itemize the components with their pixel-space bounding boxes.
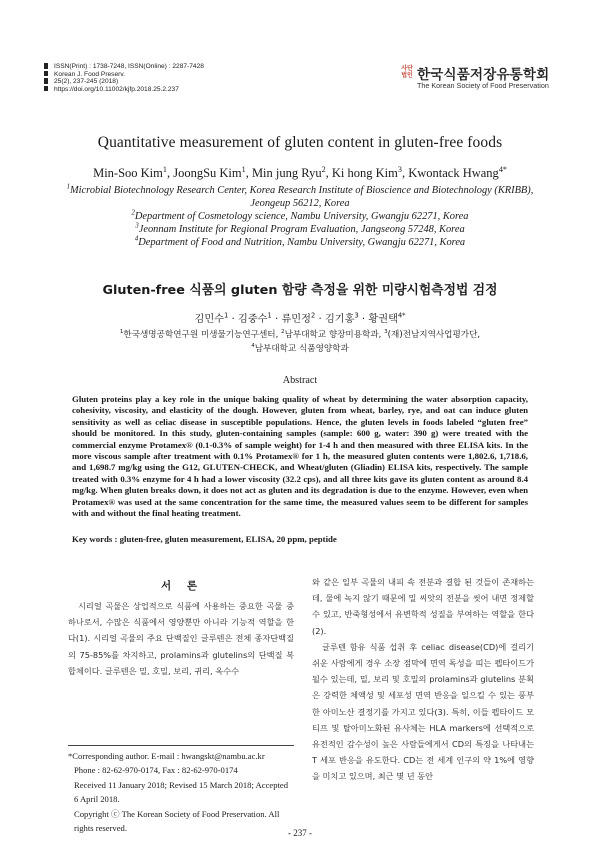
affiliation-mark: 4 — [134, 235, 139, 243]
affiliation-mark: 3 — [135, 222, 139, 230]
keywords — [72, 534, 532, 544]
abstract-heading: Abstract — [282, 375, 318, 386]
author-list: Min-Soo Kim$^1$, JoongSu Kim$^1$, Min jung Ryu$^2$, Ki hong Kim$^3$, Kwontack Hwang$^{4*}$ — [93, 164, 507, 180]
korean-author-name: 김기홍 — [324, 314, 355, 325]
author-affiliation-mark: 2 — [321, 164, 326, 174]
korean-affiliation-line — [0, 342, 600, 356]
affiliation-line — [0, 223, 600, 236]
affiliation-line — [0, 197, 600, 210]
keywords-label: Key words : — [72, 534, 118, 544]
paragraph: 글루텐 함유 식품 섭취 후 celiac disease(CD)에 걸리기 쉬운 사람에게 경우 소장 점막에 면역 독성을 띠는 펩타이드가 될수 있는데, 밀, 보리 및 호밀의 prolamins과 glutelins 분획은 강력한 체액성 및 세포성 면역 반응을 일으킬 수 있는 풍부한 아미노산 결정기를 가지고 있다(3). 특히, 이들 펩타이드 모티프 및 탈아미노화된 유사체는 HLA markers에 선택적으로 유전적인 감수성이 높은 사람들에게서 CD의 특징을 나타내는 T 세포 반응을 유도한다. CD는 전 세계 인구의 약 1%에 영향을 미치고 있으며, 최근 몇 년 동안 — [312, 641, 534, 782]
korean-affiliation-mark: 2 — [281, 329, 285, 336]
korean-author-name: 류민정 — [281, 314, 311, 325]
korean-affiliation-text: 한국생명공학연구원 미생물기능연구센터, — [123, 330, 282, 340]
affiliation-text: Jeongeup 56212, Korea — [250, 198, 350, 209]
abstract-text: Gluten proteins play a key role in the unique baking quality of wheat by determining the water absorption capacity, cohesivity, viscosity, and elasticity of the dough. However, gluten from wheat, barley, rye, and oat can induce gluten sensitivity as well as celiac disease in susceptible populations. Hence, the gluten levels in foods labeled “gluten free” should be monitored. In this study, gluten-containing samples (sample: 600 g, water: 390 g) were treated with the commercial enzyme Protamex® (0.1-0.3% of sample weight) for 1-4 h and then measured with three ELISA kits. In the more viscous sample after treatment with 0.1% Protamex® for 1 h, the measured gluten contents were 1,802.6, 1,718.6, and 1,698.7 mg/kg using the G12, GLUTEN-CHECK, and Wheat/gluten (Gliadin) ELISA kits, respectively. The sample treated with 0.3% enzyme for 4 h had a lower viscosity (32.2 cps), and all three kits gave its gluten content as around 8.4 mg/kg. When gluten breaks down, it does not act as gluten and its degradation is due to the enzyme. However, even when Protamex® was used at the same concentration for the same time, the measured values seem to be different for samples with and without the final heating treatment. — [72, 394, 528, 519]
section-heading-introduction: 서 론 — [161, 580, 203, 592]
logo-english-name: The Korean Society of Food Preservation — [417, 81, 549, 90]
affiliation-mark: 2 — [131, 209, 135, 217]
author-name: Ki hong Kim — [331, 166, 398, 180]
author-affiliation-mark: 3 — [397, 164, 402, 174]
logo-korean-name: 한국식품저장유통학회 — [417, 67, 550, 83]
korean-affiliation-text: (재)전남지역사업평가단, — [387, 330, 481, 340]
logo-emblem-text: 사단 법인 — [401, 65, 413, 79]
korean-author-list: 김민수$^1$ · 김중수$^1$ · 류민정$^2$ · 김기홍$^3$ · 황권택$^{4*}$ — [194, 311, 406, 325]
korean-affiliation-text: 남부대학교 식품영양학과 — [254, 344, 349, 354]
contact-phone-fax: Phone : 82-62-970-0174, Fax : 82-62-970-0174 — [74, 765, 238, 776]
corresponding-author: *Corresponding author. E-mail : hwangskt@nambu.ac.kr — [68, 751, 265, 761]
korean-author-mark: 1 — [224, 311, 229, 320]
copyright: Copyright ⓒ The Korean Society of Food Preservation. All rights reserved. — [74, 808, 280, 834]
paragraph: 시리얼 곡물은 상업적으로 식품에 사용하는 중요한 곡물 중 하나로서, 수많은 식품에서 영양뿐만 아니라 기능적 역할을 한다(1). 시리얼 곡물의 주요 단백질인 글루텐은 전체 종자단백질의 75-85%를 차지하고, prolamins과 glutelins의 단백질 복합체이다. 글루텐은 밀, 호밀, 보리, 귀리, 옥수수 — [68, 601, 294, 676]
author-affiliation-mark: 4* — [498, 164, 507, 174]
doi-link[interactable]: https://doi.org/10.11002/kjfp.2018.25.2.237 — [54, 85, 179, 93]
korean-author-mark: 2 — [311, 311, 316, 320]
right-column — [312, 574, 534, 785]
issn: ISSN(Print) : 1738-7248, ISSN(Online) : 2287-7428 — [54, 63, 204, 70]
affiliation-text: Department of Food and Nutrition, Nambu University, Gwangju 62271, Korea — [138, 237, 466, 248]
affiliation-line — [0, 210, 600, 223]
page-number: - 237 - — [288, 828, 312, 838]
author-name: Min-Soo Kim — [93, 166, 163, 180]
header-bar-marks — [44, 63, 49, 93]
korean-affiliation-mark: 3 — [384, 329, 388, 336]
author-affiliation-mark: 1 — [162, 164, 167, 174]
journal-meta — [54, 63, 204, 93]
paragraph: 와 같은 일부 곡물의 내피 속 전분과 결합 된 것들이 존재하는데, 물에 녹지 않기 때문에 밀 씨앗의 전분을 씻어 내면 정제할 수 있고, 반죽형성에서 유변학적 성질을 부여하는 역할을 한다(2). — [312, 577, 534, 636]
footnote — [68, 749, 294, 835]
paper-title: Quantitative measurement of gluten content in gluten-free foods — [97, 134, 503, 151]
affiliation-text: Jeonnam Institute for Regional Program Evaluation, Jangseong 57248, Korea — [138, 224, 465, 235]
left-column — [68, 598, 294, 679]
volume: 25(2), 237-245 (2018) — [54, 78, 119, 86]
korean-author-name: 김민수 — [194, 314, 225, 325]
society-logo — [400, 63, 560, 97]
received-dates: Received 11 January 2018; Revised 15 March 2018; Accepted 6 April 2018. — [74, 779, 288, 805]
author-affiliation-mark: 1 — [241, 164, 246, 174]
korean-affiliation-text: 남부대학교 향장미용학과, — [284, 330, 385, 340]
korean-affiliation-mark: 1 — [119, 329, 124, 336]
journal-name: Korean J. Food Preserv. — [54, 70, 125, 78]
korean-author-mark: 4* — [397, 311, 406, 320]
korean-author-mark: 3 — [354, 311, 359, 320]
korean-author-name: 황권택 — [368, 314, 398, 325]
affiliation-line — [0, 184, 600, 197]
affiliation-list — [0, 184, 600, 249]
korean-affiliation-mark: 4 — [251, 343, 255, 350]
footnote-divider — [68, 745, 294, 746]
keywords-values: gluten-free, gluten measurement, ELISA, 20 ppm, peptide — [119, 534, 337, 544]
korean-author-name: 김중수 — [238, 314, 268, 325]
author-name: Kwontack Hwang — [408, 166, 499, 180]
korean-title: Gluten-free 식품의 gluten 함량 측정을 위한 미량시험측정법 검정 — [102, 283, 498, 298]
affiliation-mark: 1 — [66, 183, 71, 191]
affiliation-text: Department of Cosmetology science, Nambu University, Gwangju 62271, Korea — [134, 211, 469, 222]
author-name: JoongSu Kim — [173, 166, 242, 180]
author-name: Min jung Ryu — [251, 166, 322, 180]
affiliation-line — [0, 236, 600, 249]
korean-author-mark: 1 — [267, 311, 272, 320]
affiliation-text: Microbial Biotechnology Research Center, Korea Research Institute of Bioscience and Biotechnology (KRIBB), — [70, 185, 534, 196]
korean-affiliation-line — [0, 328, 600, 342]
korean-affiliation-list — [0, 328, 600, 356]
